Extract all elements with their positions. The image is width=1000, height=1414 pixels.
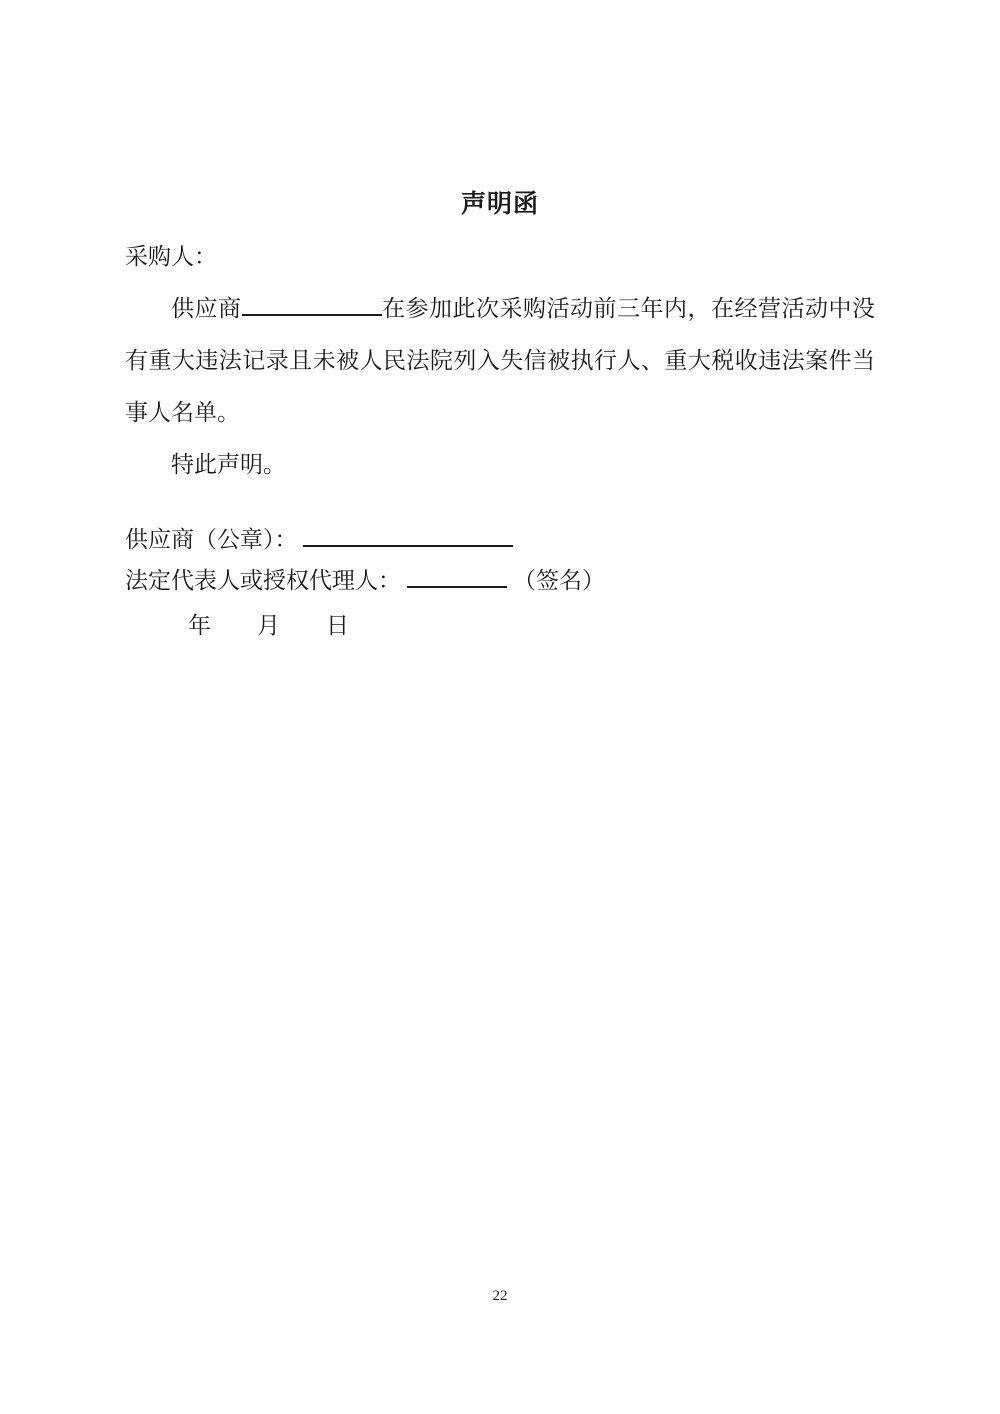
salutation: 采购人： — [125, 244, 217, 269]
paragraph-text-after-blank: 在参加此次采购活动前三年内，在经营活动中没有重大违法记录且未被人民法院列入失信被执行人、重大税收违法案件当事人名单。 — [125, 296, 875, 425]
signature-suffix: （签名） — [513, 568, 605, 593]
paragraph-text-before-blank: 供应商 — [171, 296, 242, 321]
supplier-name-blank — [242, 293, 382, 316]
legal-representative-line — [125, 560, 875, 601]
closing-statement: 特此声明。 — [171, 452, 286, 477]
supplier-seal-blank — [303, 524, 513, 547]
declaration-paragraph — [125, 283, 875, 439]
supplier-seal-line — [125, 519, 875, 560]
page-footer — [0, 1288, 1000, 1304]
legal-representative-label: 法定代表人或授权代理人： — [125, 568, 401, 593]
supplier-seal-label: 供应商（公章）： — [125, 527, 298, 552]
document-content — [125, 0, 875, 646]
date-line: 年 月 日 — [188, 613, 349, 638]
page-number: 22 — [492, 1288, 508, 1304]
signature-block — [125, 519, 875, 646]
legal-representative-signature-blank — [407, 565, 507, 588]
page-title: 声明函 — [460, 191, 539, 218]
